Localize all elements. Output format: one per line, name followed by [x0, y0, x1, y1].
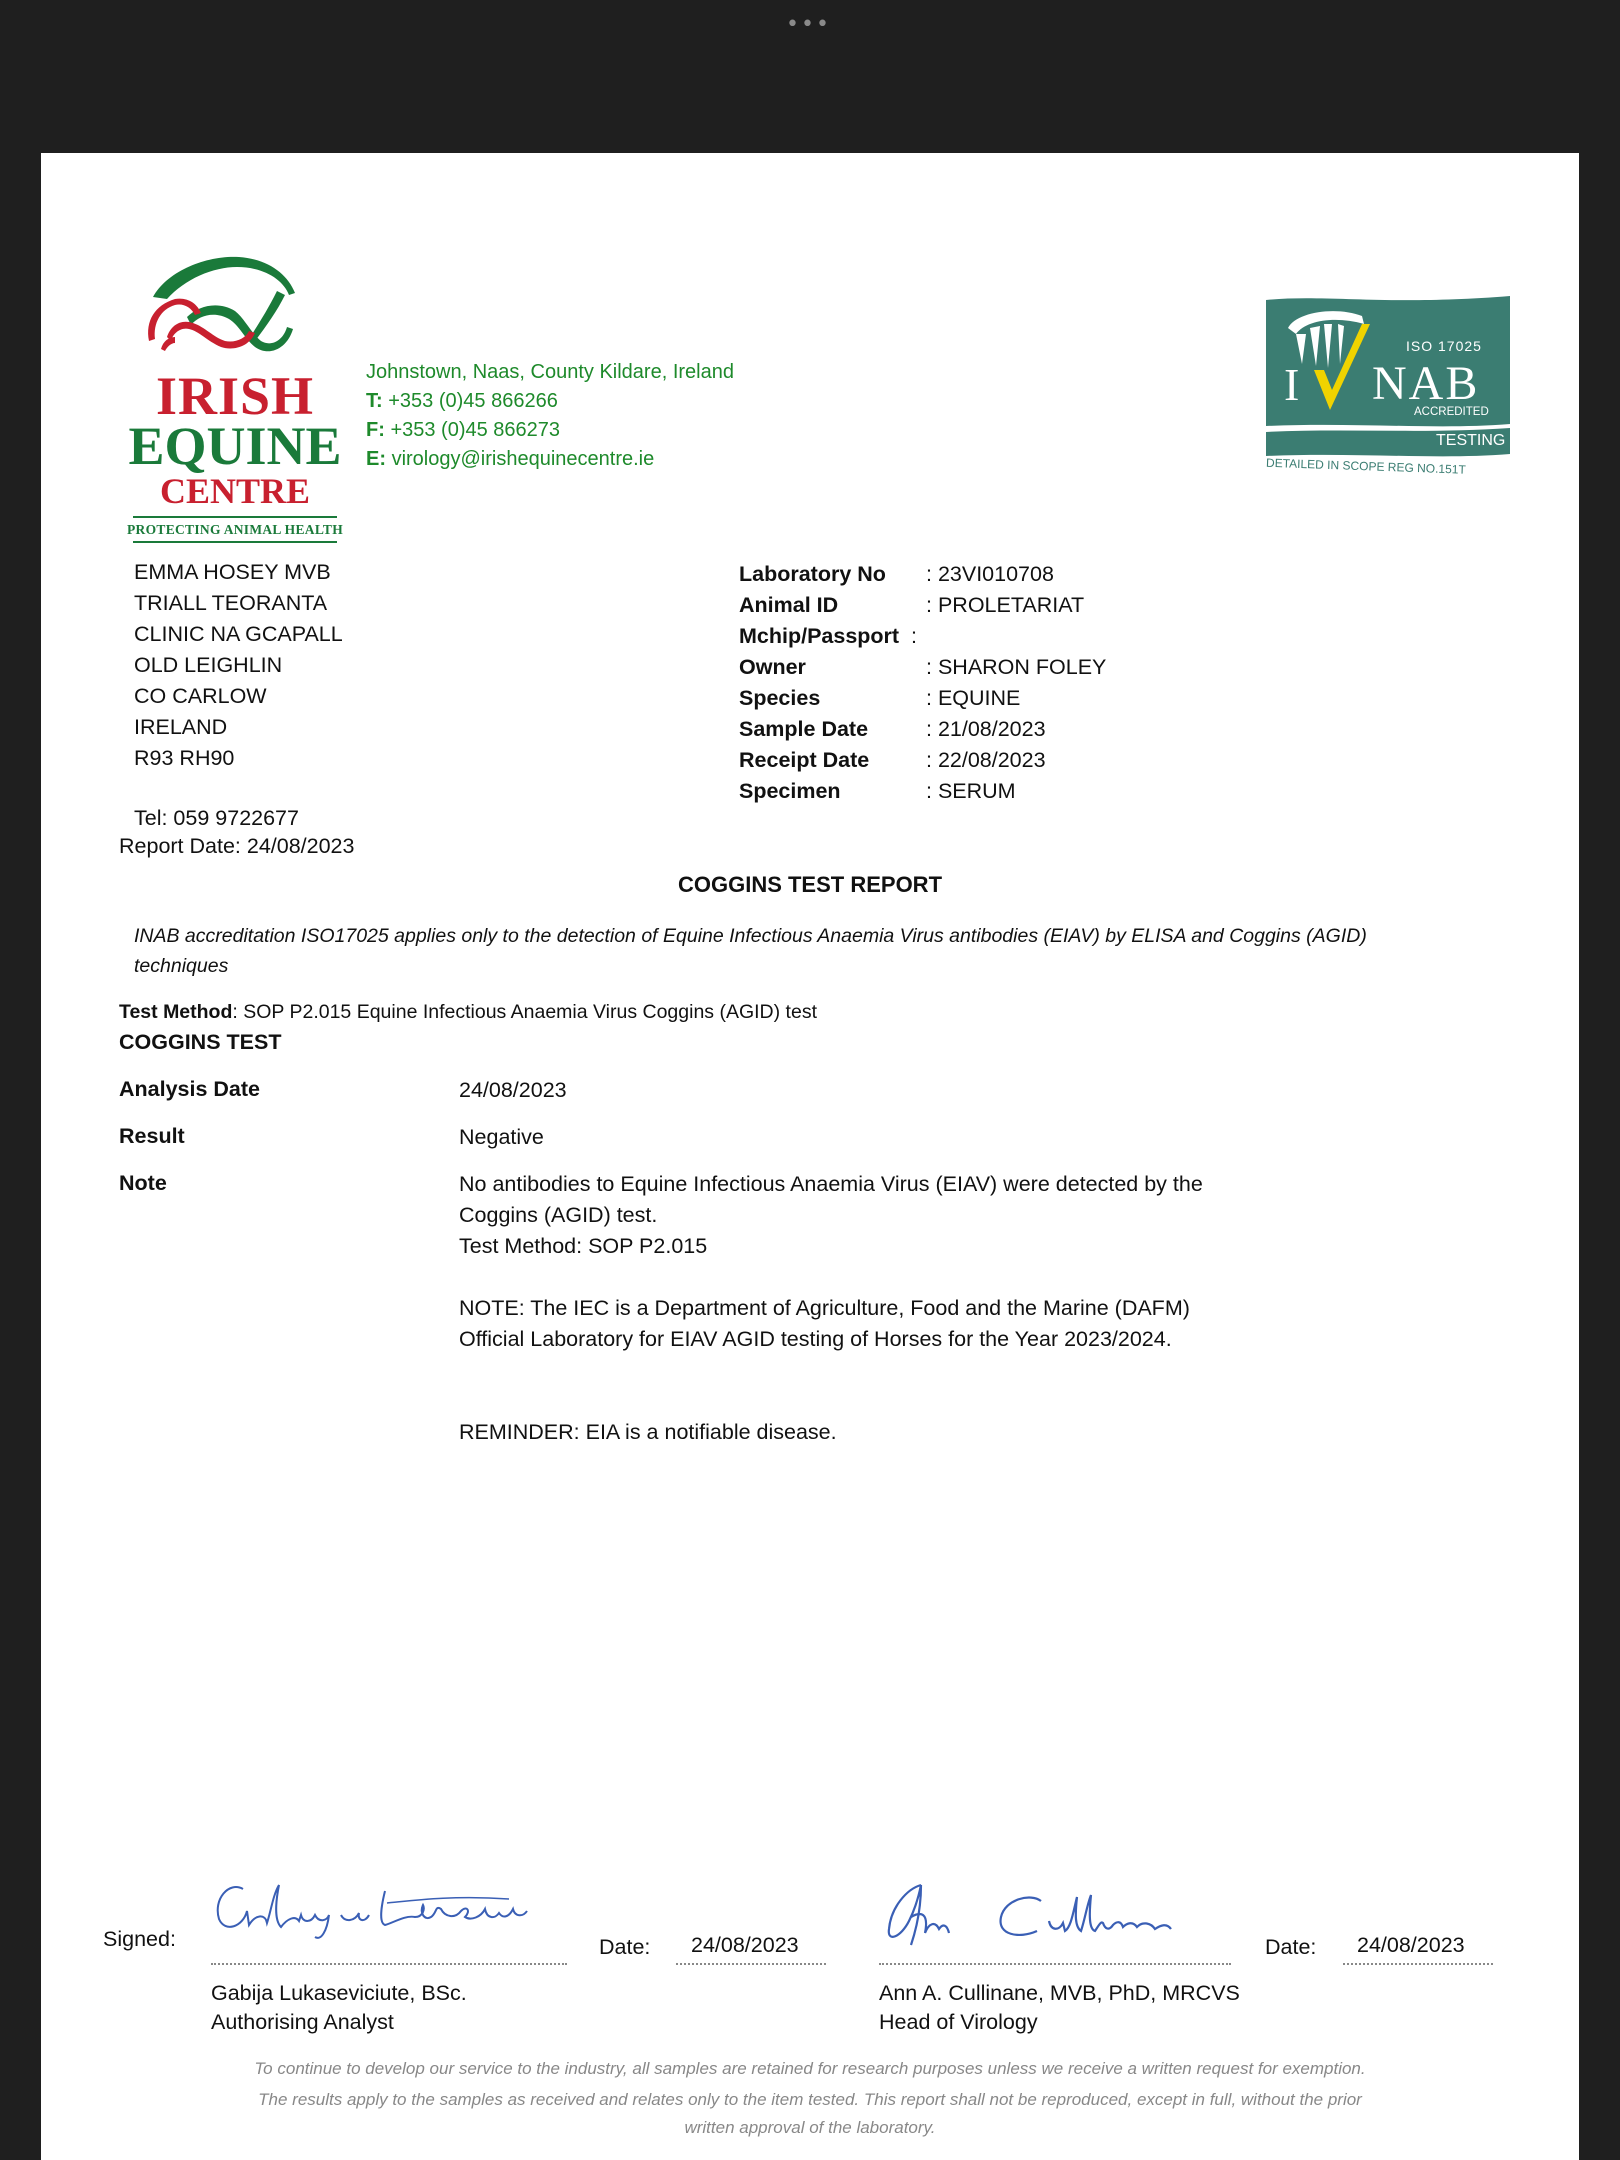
- address-line: IRELAND: [134, 715, 228, 739]
- signature-2-line: [879, 1963, 1231, 1965]
- signed-label: Signed:: [103, 1927, 176, 1951]
- report-date: Report Date: 24/08/2023: [119, 834, 355, 858]
- lab-info-value: : 22/08/2023: [926, 748, 1046, 772]
- signatory-1-name: Gabija Lukaseviciute, BSc.: [211, 1981, 467, 2005]
- signatory-2-role: Head of Virology: [879, 2010, 1038, 2034]
- footer-disclaimer: The results apply to the samples as received and relates only to the item tested. This report shall not be reproduced, except in full, without the prior: [258, 2090, 1362, 2109]
- lab-info-row: [739, 652, 1106, 683]
- lab-info-value: : EQUINE: [926, 686, 1021, 710]
- analysis-date-value: 24/08/2023: [459, 1078, 567, 1102]
- note-label: Note: [119, 1171, 167, 1195]
- lab-info-row: [739, 683, 1106, 714]
- lab-info-value: : SERUM: [926, 779, 1016, 803]
- contact-address: Johnstown, Naas, County Kildare, Ireland: [366, 361, 734, 383]
- logo-centre-text: CENTRE: [159, 471, 311, 511]
- note-reminder: REMINDER: EIA is a notifiable disease.: [459, 1420, 837, 1444]
- email-prefix: E:: [366, 448, 386, 470]
- test-method-text: : SOP P2.015 Equine Infectious Anaemia Virus Coggins (AGID) test: [232, 1001, 817, 1023]
- badge-inab-text: NAB: [1372, 357, 1480, 410]
- lab-info-key: Animal ID: [739, 593, 839, 617]
- irish-equine-centre-logo: [127, 241, 357, 537]
- lab-info-key: Owner: [739, 655, 806, 679]
- badge-accredited-text: ACCREDITED: [1414, 406, 1489, 418]
- lab-info-value: : 21/08/2023: [926, 717, 1046, 741]
- footer-retention-note: To continue to develop our service to the industry, all samples are retained for research purposes unless we receive a written request for exemption.: [254, 2059, 1366, 2078]
- contact-email-row: [366, 445, 734, 474]
- lab-info-key: Sample Date: [739, 717, 869, 741]
- lab-info-key: Specimen: [739, 779, 841, 803]
- address-line: CO CARLOW: [134, 684, 267, 708]
- address-line: CLINIC NA GCAPALL: [134, 622, 343, 646]
- lab-info-key: Mchip/Passport: [739, 624, 900, 648]
- address-line: EMMA HOSEY MVB: [134, 560, 331, 584]
- more-options-icon[interactable]: •••: [786, 12, 831, 37]
- contact-email[interactable]: virology@irishequinecentre.ie: [391, 448, 655, 470]
- contact-fax: +353 (0)45 866273: [390, 419, 561, 441]
- lab-info-row: [739, 621, 1106, 652]
- badge-scope-text: DETAILED IN SCOPE REG NO.151T: [1265, 455, 1467, 477]
- lab-info-row: [739, 590, 1106, 621]
- date-label-2: Date:: [1265, 1935, 1317, 1959]
- signatory-2-name: Ann A. Cullinane, MVB, PhD, MRCVS: [879, 1981, 1240, 2005]
- analysis-date-label: Analysis Date: [119, 1077, 261, 1101]
- result-label: Result: [119, 1124, 185, 1148]
- note-test-method: Test Method: SOP P2.015: [459, 1234, 708, 1258]
- report-page: [41, 153, 1579, 2160]
- logo-irish-text: IRISH: [155, 366, 315, 426]
- lab-info-value: :: [911, 624, 917, 648]
- signature-2-date: 24/08/2023: [1357, 1933, 1465, 1957]
- contact-block: [366, 358, 734, 474]
- lab-info-row: [739, 559, 1106, 590]
- note-paragraph: No antibodies to Equine Infectious Anaemia Virus (EIAV) were detected by the Coggins (AGID) test.: [459, 1172, 1203, 1227]
- badge-iso-text: ISO 17025: [1406, 338, 1482, 354]
- test-method: [119, 1001, 817, 1024]
- recipient-tel: Tel: 059 9722677: [134, 806, 299, 830]
- test-method-label: Test Method: [119, 1001, 233, 1023]
- signature-2: [881, 1877, 1221, 1949]
- lab-info-row: [739, 776, 1106, 807]
- logo-equine-text: EQUINE: [128, 416, 342, 476]
- logo-divider: [133, 516, 337, 518]
- footer-disclaimer-cont: written approval of the laboratory.: [684, 2118, 936, 2137]
- signature-1-line: [211, 1963, 567, 1965]
- laboratory-info: [739, 559, 1106, 807]
- phone-prefix: T:: [366, 390, 383, 412]
- fax-prefix: F:: [366, 419, 385, 441]
- accreditation-note: INAB accreditation ISO17025 applies only to the detection of Equine Infectious Anaemia Virus antibodies (EIAV) by ELISA and Coggins (AGID) techniques: [134, 925, 1367, 977]
- badge-i-letter: I: [1284, 359, 1300, 410]
- date-1-line: [676, 1963, 826, 1965]
- recipient-address: [134, 557, 343, 774]
- badge-testing-text: TESTING: [1436, 432, 1506, 449]
- viewer-top-bar: [0, 0, 1620, 152]
- report-title: COGGINS TEST REPORT: [677, 872, 943, 897]
- lab-info-key: Laboratory No: [739, 562, 886, 586]
- contact-phone-row: [366, 387, 734, 416]
- horse-emblem-icon: [127, 241, 357, 371]
- logo-tagline: PROTECTING ANIMAL HEALTH: [127, 522, 343, 537]
- result-value: Negative: [459, 1125, 544, 1149]
- section-title: COGGINS TEST: [119, 1030, 282, 1054]
- date-label-1: Date:: [599, 1935, 651, 1959]
- lab-info-value: : 23VI010708: [926, 562, 1054, 586]
- signature-1-date: 24/08/2023: [691, 1933, 799, 1957]
- address-line: OLD LEIGHLIN: [134, 653, 283, 677]
- note-dafm: NOTE: The IEC is a Department of Agriculture, Food and the Marine (DAFM) Official Laboratory for EIAV AGID testing of Horses for the Year 2023/2024.: [459, 1296, 1190, 1351]
- signature-1: [209, 1875, 539, 1945]
- date-2-line: [1343, 1963, 1493, 1965]
- signatory-1-role: Authorising Analyst: [211, 2010, 394, 2034]
- lab-info-value: : SHARON FOLEY: [926, 655, 1107, 679]
- lab-info-row: [739, 745, 1106, 776]
- lab-info-row: [739, 714, 1106, 745]
- lab-info-key: Species: [739, 686, 821, 710]
- contact-phone: +353 (0)45 866266: [388, 390, 558, 412]
- logo-divider: [133, 541, 337, 543]
- address-line: TRIALL TEORANTA: [134, 591, 328, 615]
- address-line: R93 RH90: [134, 746, 235, 770]
- inab-accreditation-badge: [1266, 294, 1510, 481]
- contact-fax-row: [366, 416, 734, 445]
- lab-info-value: : PROLETARIAT: [926, 593, 1085, 617]
- lab-info-key: Receipt Date: [739, 748, 870, 772]
